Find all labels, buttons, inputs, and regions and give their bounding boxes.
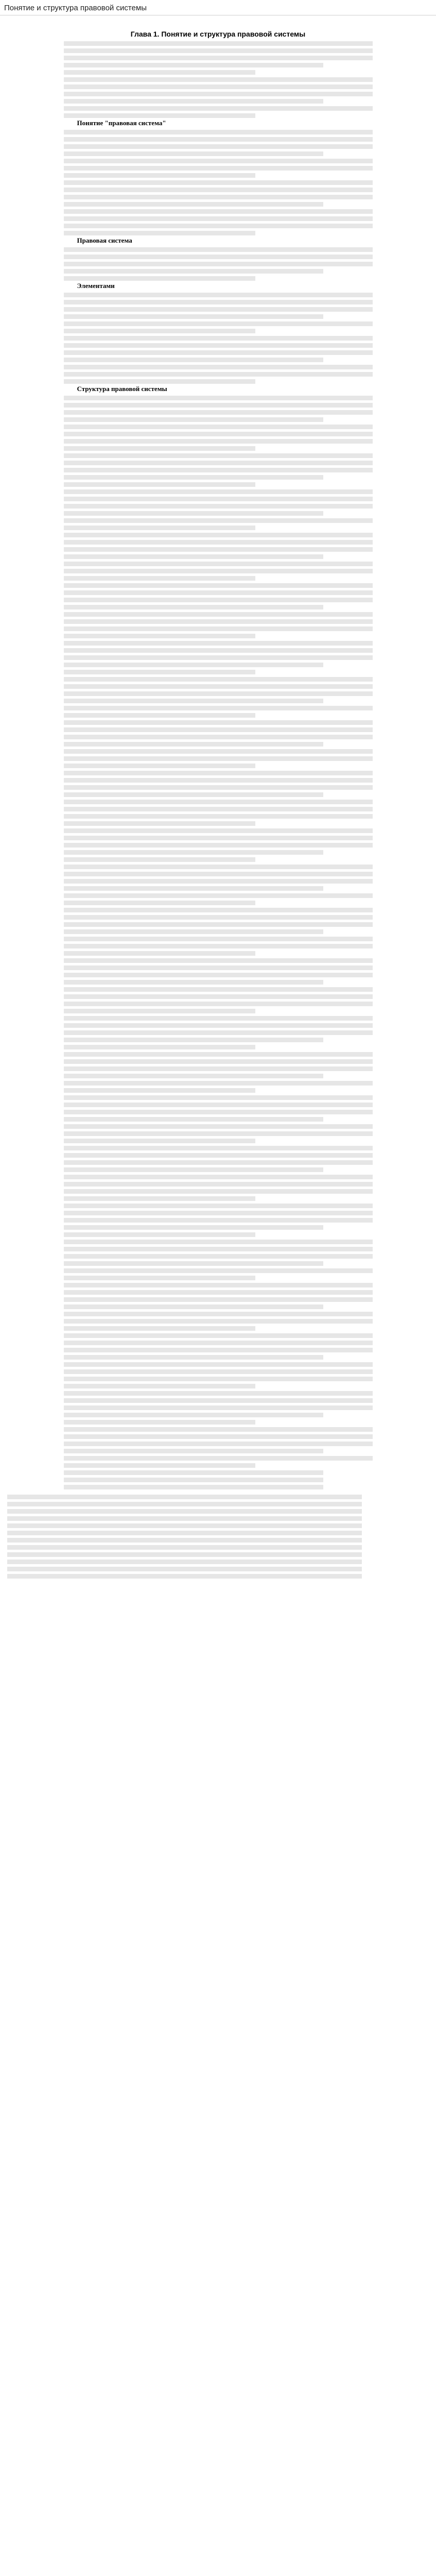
text-line-placeholder — [64, 1449, 323, 1453]
text-line-placeholder — [64, 857, 255, 862]
text-line-placeholder — [64, 1124, 373, 1129]
text-line-placeholder — [64, 1002, 373, 1006]
text-line-placeholder — [64, 576, 255, 581]
body-paragraph — [64, 1240, 373, 1280]
text-line-placeholder — [64, 358, 323, 362]
text-line-placeholder — [64, 1095, 373, 1100]
body-paragraph — [64, 453, 373, 487]
page-title: Понятие и структура правовой системы — [4, 4, 147, 12]
text-line-placeholder — [64, 1059, 373, 1064]
body-paragraph — [64, 533, 373, 581]
text-line-placeholder — [64, 742, 323, 747]
text-line-placeholder — [64, 879, 373, 884]
text-line-placeholder — [64, 417, 323, 422]
text-line-placeholder — [64, 533, 373, 537]
text-line-placeholder — [64, 166, 373, 171]
text-line-placeholder — [64, 1405, 373, 1410]
text-line-placeholder — [64, 1088, 255, 1093]
text-line-placeholder — [64, 1038, 323, 1042]
footnote — [7, 1531, 429, 1535]
text-line-placeholder — [64, 836, 373, 840]
text-line-placeholder — [64, 1485, 323, 1489]
text-line-placeholder — [64, 1196, 255, 1201]
text-line-placeholder — [64, 300, 373, 304]
text-line-placeholder — [64, 1218, 373, 1223]
text-line-placeholder — [64, 1276, 255, 1280]
text-line-placeholder — [64, 1045, 255, 1049]
text-line-placeholder — [7, 1545, 362, 1550]
text-line-placeholder — [64, 778, 373, 783]
body-paragraph — [64, 385, 373, 451]
text-line-placeholder — [64, 329, 255, 333]
text-line-placeholder — [64, 113, 255, 118]
text-line-placeholder — [64, 1240, 373, 1244]
text-line-placeholder — [64, 1463, 255, 1468]
text-line-placeholder — [64, 511, 323, 516]
text-line-placeholder — [64, 929, 323, 934]
text-line-placeholder — [64, 1398, 373, 1403]
text-line-placeholder — [64, 1319, 373, 1324]
text-line-placeholder — [64, 1290, 373, 1295]
text-line-placeholder — [64, 562, 373, 566]
text-line-placeholder — [64, 403, 373, 408]
text-line-placeholder — [64, 396, 373, 400]
body-paragraph — [64, 236, 373, 281]
text-line-placeholder — [64, 691, 373, 696]
footnote — [7, 1552, 429, 1557]
text-line-placeholder — [64, 973, 373, 977]
text-line-placeholder — [64, 915, 373, 920]
body-paragraph — [64, 489, 373, 530]
text-line-placeholder — [64, 350, 373, 355]
text-line-placeholder — [64, 922, 373, 927]
paragraph-list — [64, 41, 373, 1468]
text-line-placeholder — [64, 908, 373, 912]
text-line-placeholder — [64, 365, 373, 369]
text-line-placeholder — [64, 684, 373, 689]
text-line-placeholder — [64, 446, 255, 451]
text-line-placeholder — [64, 655, 373, 660]
text-line-placeholder — [64, 706, 373, 710]
text-line-placeholder — [64, 526, 255, 530]
text-line-placeholder — [64, 173, 255, 178]
text-line-placeholder — [64, 77, 373, 82]
text-line-placeholder — [64, 1434, 373, 1439]
text-line-placeholder — [7, 1552, 362, 1557]
paragraph-lead: Элементами — [77, 282, 115, 290]
text-line-placeholder — [64, 771, 373, 775]
text-line-placeholder — [7, 1538, 362, 1543]
text-line-placeholder — [64, 626, 373, 631]
text-line-placeholder — [64, 307, 373, 312]
text-line-placeholder — [64, 605, 323, 609]
text-line-placeholder — [64, 807, 373, 811]
text-line-placeholder — [64, 48, 373, 53]
text-line-placeholder — [64, 188, 373, 192]
text-line-placeholder — [64, 850, 323, 855]
list-item — [64, 1478, 373, 1482]
footnote — [7, 1545, 429, 1550]
text-line-placeholder — [64, 475, 323, 480]
text-line-placeholder — [64, 262, 373, 266]
footnotes — [7, 1495, 429, 1579]
text-line-placeholder — [64, 1254, 373, 1259]
list-item — [64, 1485, 373, 1489]
text-line-placeholder — [64, 497, 373, 501]
body-paragraph — [64, 1427, 373, 1468]
text-line-placeholder — [64, 792, 323, 797]
text-line-placeholder — [64, 785, 373, 790]
text-line-placeholder — [64, 699, 323, 703]
text-line-placeholder — [64, 1167, 323, 1172]
text-line-placeholder — [64, 677, 373, 682]
text-line-placeholder — [7, 1567, 362, 1571]
text-line-placeholder — [64, 372, 373, 377]
footnote — [7, 1495, 429, 1499]
text-line-placeholder — [64, 958, 373, 963]
text-line-placeholder — [64, 1110, 373, 1114]
text-line-placeholder — [7, 1509, 362, 1514]
text-line-placeholder — [64, 1413, 323, 1417]
paragraph-lead: Структура правовой системы — [77, 385, 167, 393]
text-line-placeholder — [64, 764, 255, 768]
text-line-placeholder — [64, 1189, 373, 1194]
text-line-placeholder — [64, 634, 255, 638]
list-item — [64, 1470, 373, 1475]
text-line-placeholder — [64, 994, 373, 999]
text-line-placeholder — [64, 720, 373, 725]
text-line-placeholder — [64, 1470, 323, 1475]
text-line-placeholder — [64, 1182, 373, 1187]
text-line-placeholder — [64, 106, 373, 111]
text-line-placeholder — [64, 1355, 323, 1360]
text-line-placeholder — [64, 1146, 373, 1150]
text-line-placeholder — [64, 1175, 373, 1179]
text-line-placeholder — [7, 1523, 362, 1528]
text-line-placeholder — [64, 1117, 323, 1122]
body-paragraph — [64, 583, 373, 638]
text-line-placeholder — [64, 231, 255, 235]
text-line-placeholder — [64, 1225, 323, 1230]
text-line-placeholder — [64, 1052, 373, 1057]
text-line-placeholder — [64, 1427, 373, 1432]
body-paragraph — [64, 1146, 373, 1201]
text-line-placeholder — [64, 1384, 255, 1388]
footnote — [7, 1560, 429, 1564]
text-line-placeholder — [64, 209, 373, 214]
text-line-placeholder — [64, 41, 373, 46]
text-line-placeholder — [64, 987, 373, 992]
footnote — [7, 1567, 429, 1571]
body-paragraph — [64, 958, 373, 1013]
body-paragraph — [64, 677, 373, 718]
body-paragraph — [64, 77, 373, 118]
text-line-placeholder — [64, 670, 255, 674]
footnote — [7, 1502, 429, 1506]
text-line-placeholder — [64, 180, 373, 185]
text-line-placeholder — [64, 612, 373, 617]
body-paragraph — [64, 771, 373, 826]
text-line-placeholder — [64, 1160, 373, 1165]
footnote — [7, 1523, 429, 1528]
text-line-placeholder — [64, 343, 373, 348]
text-line-placeholder — [64, 1456, 373, 1461]
text-line-placeholder — [64, 144, 373, 149]
text-line-placeholder — [64, 461, 373, 465]
body-paragraph — [64, 119, 373, 178]
footnote — [7, 1509, 429, 1514]
text-line-placeholder — [64, 648, 373, 653]
text-line-placeholder — [64, 1016, 373, 1021]
text-line-placeholder — [64, 965, 373, 970]
body-paragraph — [64, 1391, 373, 1425]
text-line-placeholder — [64, 504, 373, 509]
text-line-placeholder — [64, 92, 373, 96]
text-line-placeholder — [64, 379, 255, 384]
body-paragraph — [64, 1095, 373, 1143]
text-line-placeholder — [64, 937, 373, 941]
text-line-placeholder — [64, 865, 373, 869]
text-line-placeholder — [64, 821, 255, 826]
text-line-placeholder — [64, 130, 373, 134]
text-line-placeholder — [64, 63, 323, 67]
text-line-placeholder — [64, 321, 373, 326]
text-line-placeholder — [64, 453, 373, 458]
text-line-placeholder — [64, 547, 373, 552]
page-header — [0, 0, 436, 15]
text-line-placeholder — [64, 886, 323, 891]
text-line-placeholder — [64, 901, 255, 905]
text-line-placeholder — [64, 269, 323, 274]
text-line-placeholder — [64, 1326, 255, 1331]
body-paragraph — [64, 908, 373, 956]
text-line-placeholder — [64, 224, 373, 228]
text-line-placeholder — [64, 872, 373, 876]
body-paragraph — [64, 1333, 373, 1388]
text-line-placeholder — [64, 843, 373, 848]
body-paragraph — [64, 641, 373, 674]
text-line-placeholder — [64, 195, 373, 199]
text-line-placeholder — [64, 1369, 373, 1374]
text-line-placeholder — [64, 247, 373, 252]
footnote — [7, 1574, 429, 1579]
text-line-placeholder — [64, 70, 255, 75]
body-paragraph — [64, 1052, 373, 1093]
text-line-placeholder — [64, 951, 255, 956]
text-line-placeholder — [64, 814, 373, 819]
structure-list — [64, 1470, 373, 1489]
text-line-placeholder — [64, 1420, 255, 1425]
footnote — [7, 1538, 429, 1543]
body-paragraph — [64, 828, 373, 862]
text-line-placeholder — [64, 1348, 373, 1352]
text-line-placeholder — [64, 489, 373, 494]
text-line-placeholder — [64, 756, 373, 761]
text-line-placeholder — [64, 432, 373, 436]
text-line-placeholder — [64, 1268, 373, 1273]
text-line-placeholder — [64, 1312, 373, 1316]
text-line-placeholder — [64, 159, 373, 163]
text-line-placeholder — [7, 1531, 362, 1535]
body-paragraph — [64, 865, 373, 905]
text-line-placeholder — [64, 1232, 255, 1237]
text-line-placeholder — [64, 410, 373, 415]
body-paragraph — [64, 1283, 373, 1331]
text-line-placeholder — [64, 749, 373, 754]
text-line-placeholder — [64, 56, 373, 60]
body-paragraph — [64, 282, 373, 333]
text-line-placeholder — [64, 216, 373, 221]
text-line-placeholder — [64, 1103, 373, 1107]
paragraph-lead: Правовая система — [77, 236, 132, 244]
text-line-placeholder — [64, 583, 373, 588]
text-line-placeholder — [7, 1574, 362, 1579]
body-paragraph — [64, 720, 373, 768]
text-line-placeholder — [64, 276, 255, 281]
text-line-placeholder — [64, 99, 323, 104]
text-line-placeholder — [64, 482, 255, 487]
text-line-placeholder — [64, 1297, 373, 1302]
footnote — [7, 1516, 429, 1521]
text-line-placeholder — [64, 1333, 373, 1338]
text-line-placeholder — [64, 1211, 373, 1215]
text-line-placeholder — [64, 314, 323, 319]
text-line-placeholder — [64, 1283, 373, 1287]
text-line-placeholder — [64, 1153, 373, 1158]
text-line-placeholder — [64, 663, 323, 667]
text-line-placeholder — [64, 713, 255, 718]
text-line-placeholder — [64, 293, 373, 297]
text-line-placeholder — [64, 944, 373, 948]
text-line-placeholder — [64, 255, 373, 259]
paragraph-lead: Понятие "правовая система" — [77, 119, 166, 127]
text-line-placeholder — [64, 735, 373, 739]
text-line-placeholder — [7, 1516, 362, 1521]
text-line-placeholder — [64, 828, 373, 833]
text-line-placeholder — [64, 1023, 373, 1028]
text-line-placeholder — [64, 1030, 373, 1035]
text-line-placeholder — [64, 1377, 373, 1381]
text-line-placeholder — [64, 980, 323, 985]
text-line-placeholder — [64, 1081, 373, 1086]
body-paragraph — [64, 336, 373, 384]
text-line-placeholder — [64, 1304, 323, 1309]
text-line-placeholder — [64, 1442, 373, 1446]
text-line-placeholder — [64, 554, 323, 559]
text-line-placeholder — [64, 590, 373, 595]
text-line-placeholder — [64, 1391, 373, 1396]
text-line-placeholder — [64, 598, 373, 602]
text-line-placeholder — [64, 1341, 373, 1345]
body-paragraph — [64, 1204, 373, 1237]
text-line-placeholder — [64, 425, 373, 429]
text-line-placeholder — [64, 439, 373, 444]
text-line-placeholder — [64, 202, 323, 207]
text-line-placeholder — [64, 1261, 323, 1266]
text-line-placeholder — [64, 1139, 255, 1143]
text-line-placeholder — [64, 137, 373, 142]
text-line-placeholder — [7, 1495, 362, 1499]
text-line-placeholder — [64, 1204, 373, 1208]
text-line-placeholder — [64, 518, 373, 523]
document-body — [64, 15, 373, 1489]
body-paragraph — [64, 180, 373, 235]
text-line-placeholder — [64, 569, 373, 573]
body-paragraph — [64, 1016, 373, 1049]
text-line-placeholder — [64, 468, 373, 472]
text-line-placeholder — [64, 1478, 323, 1482]
text-line-placeholder — [64, 1247, 373, 1251]
text-line-placeholder — [64, 641, 373, 646]
text-line-placeholder — [64, 893, 373, 898]
text-line-placeholder — [7, 1502, 362, 1506]
text-line-placeholder — [7, 1560, 362, 1564]
body-paragraph — [64, 41, 373, 75]
text-line-placeholder — [64, 619, 373, 624]
text-line-placeholder — [64, 540, 373, 545]
text-line-placeholder — [64, 336, 373, 341]
text-line-placeholder — [64, 1009, 255, 1013]
text-line-placeholder — [64, 1362, 373, 1367]
text-line-placeholder — [64, 800, 373, 804]
text-line-placeholder — [64, 151, 323, 156]
text-line-placeholder — [64, 84, 373, 89]
text-line-placeholder — [64, 1074, 323, 1078]
text-line-placeholder — [64, 1066, 373, 1071]
text-line-placeholder — [64, 1131, 373, 1136]
chapter-title: Глава 1. Понятие и структура правовой системы — [130, 30, 306, 38]
text-line-placeholder — [64, 727, 373, 732]
